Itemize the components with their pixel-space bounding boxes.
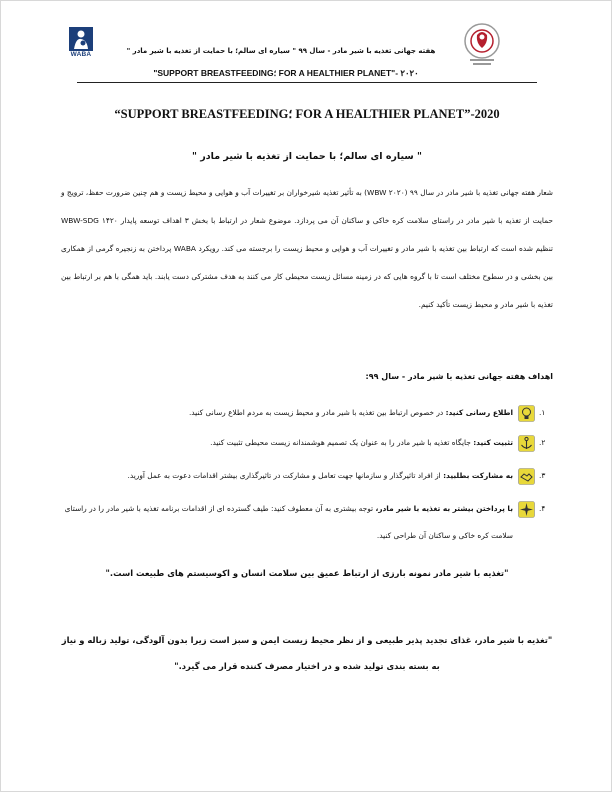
goal-text: جایگاه تغذیه با شیر مادر را به عنوان یک تصمیم هوشمندانه زیست محیطی تثبیت کنید. bbox=[210, 438, 474, 447]
quote-ecosystem: "تغذیه با شیر مادر نمونه بارزی از ارتباط عمیق بین سلامت انسان و اکوسیستم های طبیعت است." bbox=[105, 568, 509, 578]
waba-logo-icon bbox=[67, 25, 95, 65]
goal-label: به مشارکت بطلبید: bbox=[443, 471, 513, 480]
subtitle: " سیاره ای سالم؛ با حمایت از تغذیه با شیر مادر " bbox=[192, 151, 422, 162]
header-persian-line: هفته جهانی تغذیه با شیر مادر - سال ۹۹ " سیاره ای سالم؛ با حمایت از تغذیه با شیر مادر " bbox=[126, 47, 436, 55]
goal-number: ۲. bbox=[539, 438, 546, 447]
lightbulb-icon bbox=[518, 405, 535, 422]
handshake-icon bbox=[518, 468, 535, 485]
ministry-seal-icon bbox=[462, 21, 502, 67]
goal-text: در خصوص ارتباط بین تغذیه با شیر مادر و محیط زیست به مردم اطلاع رسانی کنید. bbox=[188, 408, 446, 417]
header-divider bbox=[77, 82, 537, 83]
goal-number: ۳. bbox=[539, 471, 546, 480]
quote-renewable-food: "تغذیه با شیر مادر، غذای تجدید پذیر طبیعی و از نظر محیط زیست ایمن و سبز است زیرا بدون آلودگی، تولید زباله و نیاز به بسته بندی تولید شده و در اختیار مصرف کننده قرار می گیرد." bbox=[61, 635, 553, 671]
goal-text: از افراد تاثیرگذار و سازمانها جهت تعامل و مشارکت در تاثیرگذاری بیشتر اقدامات دعوت به عمل آورید. bbox=[127, 471, 444, 480]
waba-logo-text: WABA bbox=[70, 51, 92, 58]
goal-label: تثبیت کنید: bbox=[473, 438, 513, 447]
anchor-icon bbox=[518, 435, 535, 452]
intro-paragraph: شعار هفته جهانی تغذیه با شیر مادر در سال ۹۹ (WBW ۲۰۲۰) به تأثیر تغذیه شیرخواران بر تغییرات آب و هوایی و محیط زیست و هم چنین ضرورت حفظ، ترویج و حمایت از تغذیه با شیر مادر در راستای سلامت کره خاکی و ساکنان آن می پردازد. موضوع شعار در ارتباط با بخش ۳ اهداف توسعه پایدار WBW-SDG ۱۴۲۰ تنظیم شده است که ارتباط بین تغذیه با شیر مادر و تغییرات آب و هوایی و محیط زیست را برجسته می کند. رویکرد WABA پرداختن به زنجیره گرمی از همکاری بین بخشی و در سطوح مختلف است تا با گروه هایی که در زمینه مسائل زیست محیطی کار می کنند به هدف مشترکی دست یابند. باید همگی با هم بر ارتباط بین تغذیه با شیر مادر و محیط زیست تأکید کنیم. bbox=[61, 188, 553, 309]
goal-number: ۴. bbox=[539, 504, 546, 513]
goals-heading: اهداف هفته جهانی تغذیه با شیر مادر - سال ۹۹: bbox=[365, 372, 553, 381]
goal-number: ۱. bbox=[539, 408, 546, 417]
header-english-line: "SUPPORT BREASTFEEDING؛ FOR A HEALTHIER PLANET"- ۲۰۲۰ bbox=[153, 68, 419, 78]
goal-label: اطلاع رسانی کنید: bbox=[445, 408, 513, 417]
goal-label: با پرداختن بیشتر به تغذیه با شیر مادر، bbox=[375, 504, 513, 513]
goal-text: توجه بیشتری به آن معطوف کنید: طیف گسترده ای از اقدامات برنامه تغذیه با شیر مادر را در راستای سلامت کره خاکی و ساکنان آن طراحی کنید. bbox=[64, 504, 513, 540]
sparkle-icon bbox=[518, 501, 535, 518]
main-title: “SUPPORT BREASTFEEDING؛ FOR A HEALTHIER PLANET”-2020 bbox=[114, 107, 500, 121]
